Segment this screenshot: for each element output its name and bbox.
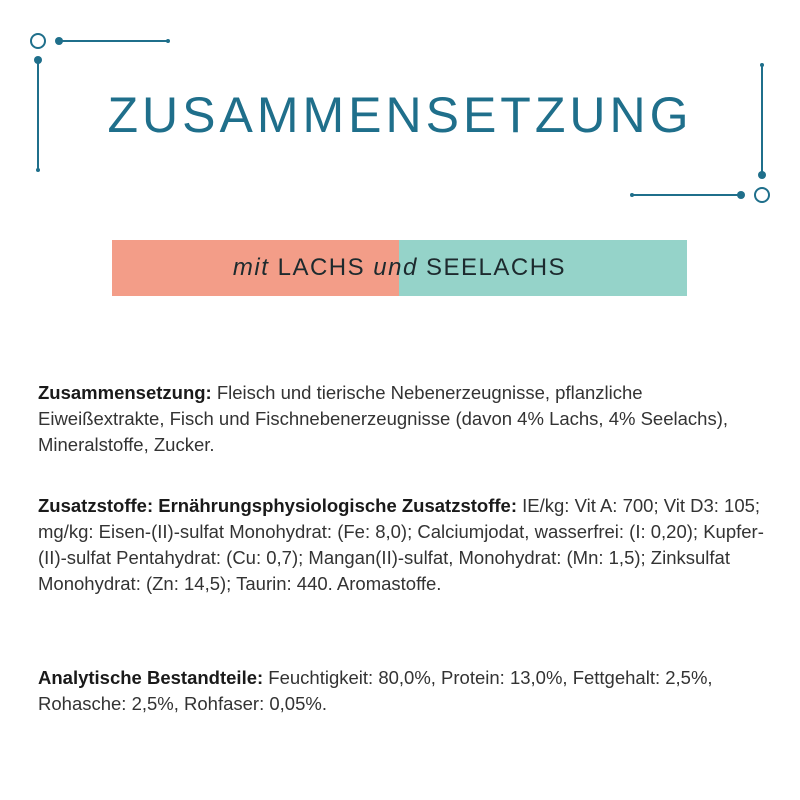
additives-label: Zusatzstoffe: Ernährungsphysiologische Zusatzstoffe: [38, 495, 517, 516]
flavor-banner [112, 240, 687, 296]
banner-text [233, 254, 566, 282]
banner-conjunction: und [373, 254, 418, 281]
composition-label: Zusammensetzung: [38, 382, 212, 403]
composition-text: Fleisch und tierische Nebenerzeugnisse, pflanzliche Eiweißextrakte, Fisch und Fischnebenerzeugnisse (davon 4% Lachs, 4% Seelachs), Mineralstoffe, Zucker. [38, 382, 728, 455]
composition-section [38, 380, 768, 458]
additives-text: IE/kg: Vit A: 700; Vit D3: 105; mg/kg: Eisen-(II)-sulfat Monohydrat: (Fe: 8,0); Calciumjodat, wasserfrei: (I: 0,20); Kupfer-(II)-sulfat Pentahydrat: (Cu: 0,7); Mangan(II)-sulfat, Monohydrat: (Mn: 1,5); Zinksulfat Monohydrat: (Zn: 14,5); Taurin: 440. Aromastoffe. [38, 495, 764, 594]
page-title: ZUSAMMENSETZUNG [107, 87, 693, 143]
banner-first: LACHS [277, 254, 366, 281]
analytical-text: Feuchtigkeit: 80,0%, Protein: 13,0%, Fettgehalt: 2,5%, Rohasche: 2,5%, Rohfaser: 0,05%. [38, 667, 713, 714]
analytical-section [38, 665, 768, 717]
banner-second: SEELACHS [426, 254, 567, 281]
additives-section [38, 493, 768, 597]
analytical-label: Analytische Bestandteile: [38, 667, 264, 688]
banner-prefix: mit [232, 254, 270, 281]
